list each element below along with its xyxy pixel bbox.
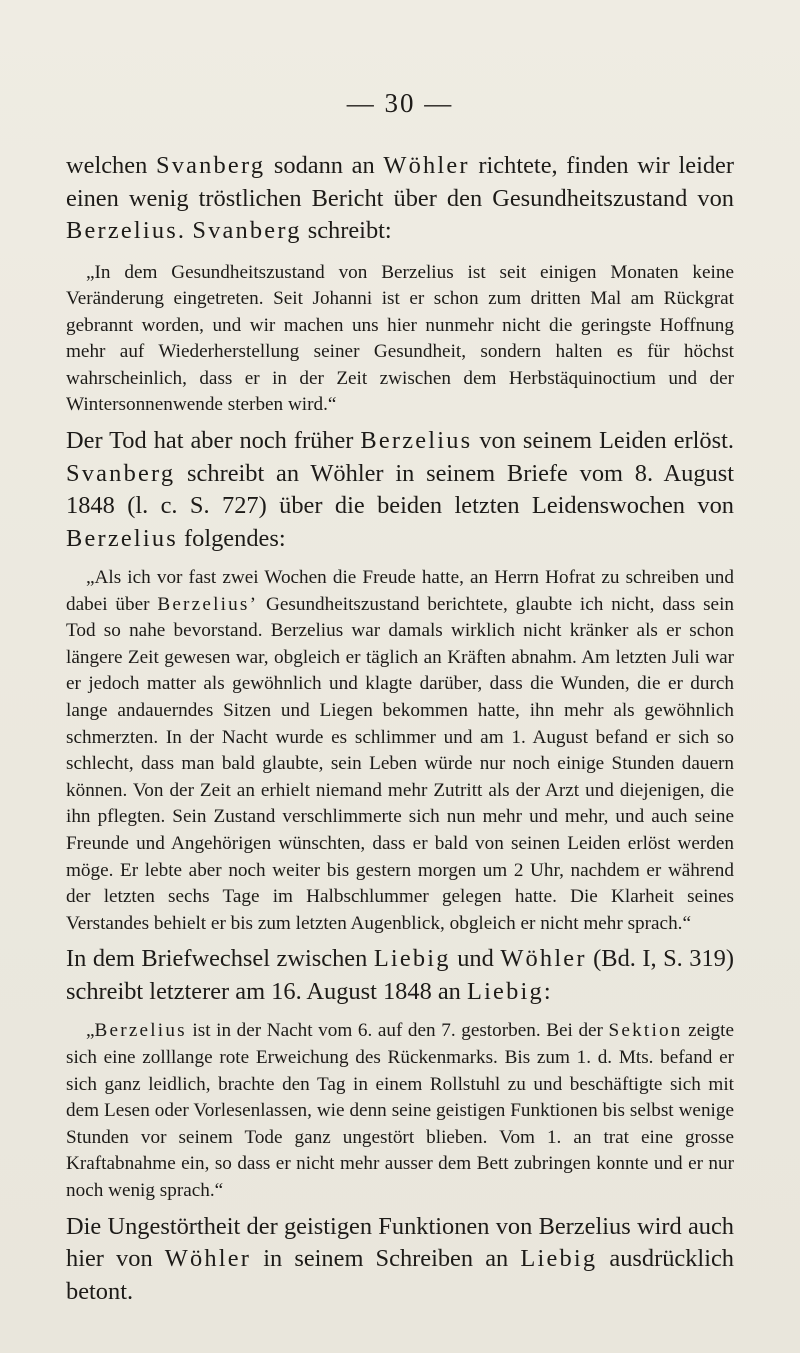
quote-woehler — [66, 1018, 734, 1204]
paragraph-2 — [66, 425, 734, 555]
text-run: zeigte sich eine zolllange rote Erweichung des Rückenmarks. Bis zum 1. d. Mts. befand er sich ganz leidlich, brachte den Tag in einem Rollstuhl zu und beschäftigte sich mit dem Lesen oder Vorlesenlassen, wie denn seine geistigen Funktionen bis selbst wenige Stunden vor seinem Tode ganz ungestört blieben. Vom 1. an trat eine grosse Kraftabnahme ein, so dass er nicht mehr ausser dem Bett zubringen konnte und er nur noch wenig sprach.“ — [66, 1020, 734, 1201]
paragraph-3 — [66, 943, 734, 1008]
text-run: folgendes: — [177, 524, 286, 552]
text-run: „In dem Gesundheitszustand von Berzelius ist seit einigen Monaten keine Veränderung eingetreten. Seit Johanni ist er schon zum dritten Mal am Rückgrat gebrannt worden, und wir machen uns hier nunmehr nicht die geringste Hoffnung mehr auf Wiederherstellung seiner Gesundheit, sondern halten es für höchst wahrscheinlich, dass er in der Zeit zwischen dem Herbstäquinoctium und der Wintersonnenwende sterben wird.“ — [66, 261, 734, 416]
text-run: sodann an — [265, 152, 384, 179]
spaced-name: Berzelius — [66, 524, 178, 552]
text-run: ist in der Nacht vom 6. auf den 7. gestorben. Bei der — [186, 1020, 609, 1042]
text-run: welchen — [66, 152, 156, 179]
text-run: Gesundheitszustand berichtete, glaubte ich nicht, dass sein Tod so nahe bevorstand. Berzelius war damals wirklich nicht kränker als er schon längere Zeit gewesen war, obgleich er täglich an Kräften abnahm. Am letzten Juli war er jedoch matter als gewöhnlich und klagte darüber, dass die Wunden, die er durch lange andauerndes Sitzen und Liegen bekommen hatte, ihn mehr als gewöhnlich schmerzten. In der Nacht wurde es schlimmer und am 1. August befand er sich so schlecht, dass man bald glaubte, sein Leben würde nur noch einige Stunden dauern können. Von der Zeit an erhielt niemand mehr Zutritt als der Arzt und diejenigen, die ihn pflegten. Sein Zustand verschlimmerte sich nun mehr und mehr, und auch seine Freunde und Angehörigen wünschten, dass er bald von seinen Leiden erlöst werden möge. Er lebte aber noch weiter bis gestern morgen um 2 Uhr, nachdem er während der letzten sechs Tage im Halbschlummer gelegen hatte. Die Klarheit seines Verstandes behielt er bis zum letzten Augenblick, obgleich er nicht mehr sprach.“ — [66, 593, 734, 934]
text-run: von seinem Leiden erlöst. — [472, 427, 734, 455]
text-run: ausdrücklich betont. — [66, 1245, 734, 1305]
text-run: Wöhler — [310, 459, 384, 487]
text-run: in seinem Schreiben an — [251, 1245, 521, 1273]
quote-svanberg-2 — [66, 565, 734, 937]
paragraph-1 — [66, 150, 734, 248]
paragraph-4 — [66, 1211, 734, 1309]
spaced-name: Berzelius — [360, 427, 473, 455]
text-run: richtete, finden wir leider einen wenig tröstlichen Bericht über den Gesundheitszustand von — [66, 152, 734, 212]
spaced-name: Berzelius’ — [157, 593, 259, 615]
spaced-name: Liebig — [520, 1245, 598, 1273]
text-body — [66, 150, 734, 1308]
spaced-name: Berzelius — [94, 1020, 187, 1042]
spaced-name: Wöhler — [383, 152, 470, 179]
spaced-name: Sektion — [608, 1020, 683, 1042]
text-run: Die Ungestörtheit der geistigen Funktionen von Berzelius wird auch hier von — [66, 1212, 734, 1273]
spaced-name: Svanberg — [66, 459, 176, 487]
page-number: — 30 — — [346, 88, 454, 118]
text-run: „ — [86, 1020, 95, 1042]
text-run: Der Tod hat aber noch früher — [66, 427, 361, 455]
text-run: schreibt an — [175, 459, 311, 487]
spaced-name: Svanberg — [192, 217, 302, 244]
spaced-name: Berzelius. — [66, 217, 187, 244]
spaced-name: Wöhler — [500, 945, 587, 973]
text-run: In dem Briefwechsel zwischen — [66, 945, 374, 973]
spaced-name: Liebig: — [466, 977, 553, 1005]
text-run: in seinem Briefe vom 8. August 1848 (l. c. S. 727) über die beiden letzten Leidenswochen von — [66, 459, 734, 520]
spaced-name: Wöhler — [164, 1245, 252, 1273]
spaced-name: Liebig — [373, 945, 451, 973]
text-run: und — [450, 945, 501, 973]
quote-svanberg-1 — [66, 260, 734, 420]
text-run: „Als ich vor fast zwei Wochen die Freude hatte, an Herrn Hofrat zu schreiben und dabei über — [66, 567, 734, 615]
spaced-name: Svanberg — [155, 152, 266, 179]
text-run: (Bd. I, S. 319) schreibt letzterer am 16. August 1848 an — [66, 945, 735, 1005]
text-run: schreibt: — [301, 217, 392, 244]
